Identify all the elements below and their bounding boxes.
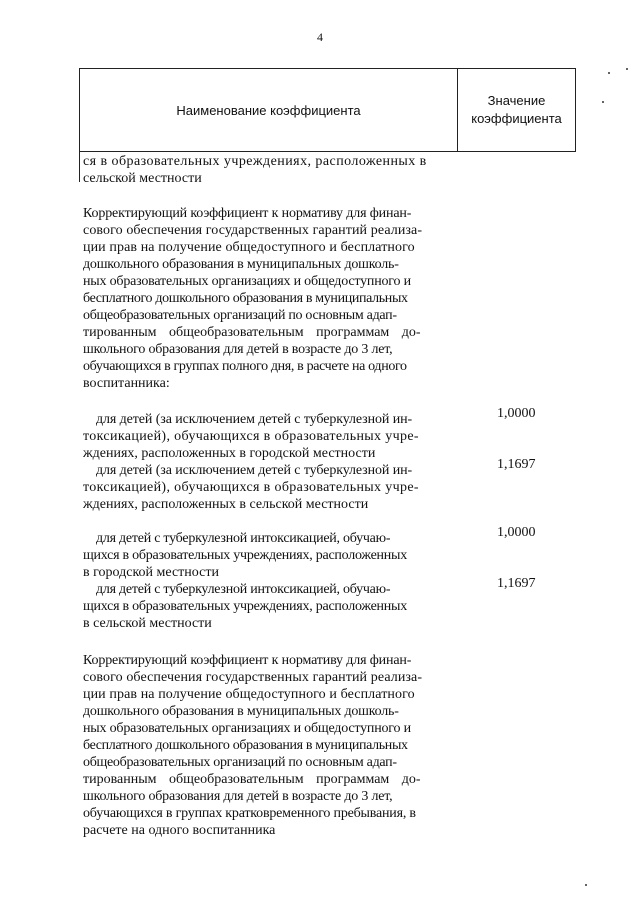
header-value-line2: коэффициента (471, 111, 562, 126)
text-line: Корректирующий коэффициент к нормативу для финан- (83, 653, 412, 668)
text-line: обучающихся в группах полного дня, в расчете на одного (83, 359, 407, 374)
text-line: ных образовательных организациях и общедоступного и (83, 721, 411, 736)
coefficient-value: 1,1697 (497, 576, 536, 591)
text-line: воспитанника: (83, 376, 170, 391)
text-line: тированным общеобразовательным программам до- (83, 772, 421, 787)
text-line: тированным общеобразовательным программам до- (83, 325, 421, 340)
list-item-line: токсикацией), обучающихся в образовательных учре- (83, 480, 419, 495)
text-line: ся в образовательных учреждениях, расположенных в (83, 154, 427, 169)
list-item-line: для детей с туберкулезной интоксикацией, обучаю- (96, 531, 391, 546)
list-item-line: в городской местности (83, 565, 219, 580)
list-item-line: для детей (за исключением детей с туберкулезной ин- (96, 412, 413, 427)
list-item-line: токсикацией), обучающихся в образовательных учре- (83, 429, 419, 444)
coefficient-value: 1,1697 (497, 457, 536, 472)
scan-speck (602, 101, 604, 103)
text-line: сового обеспечения государственных гарантий реализа- (83, 223, 423, 238)
scan-speck (608, 72, 610, 74)
text-line: сельской местности (83, 171, 202, 186)
page-number: 4 (317, 30, 323, 44)
text-line: дошкольного образования в муниципальных дошколь- (83, 257, 399, 272)
text-line: школьного образования для детей в возрасте до 3 лет, (83, 789, 393, 804)
text-line: сового обеспечения государственных гарантий реализа- (83, 670, 423, 685)
table-header (79, 68, 576, 152)
scan-speck (585, 884, 587, 886)
text-line: школьного образования для детей в возрасте до 3 лет, (83, 342, 393, 357)
list-item-line: ждениях, расположенных в городской местности (83, 446, 376, 461)
coefficient-value: 1,0000 (497, 525, 536, 540)
coefficient-value: 1,0000 (497, 406, 536, 421)
text-line: ции прав на получение общедоступного и бесплатного (83, 687, 415, 702)
list-item-line: для детей с туберкулезной интоксикацией, обучаю- (96, 582, 391, 597)
list-item-line: ждениях, расположенных в сельской местности (83, 497, 369, 512)
list-item-line: щихся в образовательных учреждениях, расположенных (83, 548, 407, 563)
table-left-border (79, 152, 80, 182)
text-line: общеобразовательных организаций по основным адап- (83, 755, 397, 770)
header-value-cell (458, 69, 575, 151)
text-line: расчете на одного воспитанника (83, 823, 276, 838)
list-item-line: для детей (за исключением детей с туберкулезной ин- (96, 463, 413, 478)
list-item-line: в сельской местности (83, 616, 212, 631)
text-line: бесплатного дошкольного образования в муниципальных (83, 291, 408, 306)
list-item-line: щихся в образовательных учреждениях, расположенных (83, 599, 407, 614)
scan-speck (626, 68, 628, 70)
text-line: Корректирующий коэффициент к нормативу для финан- (83, 206, 412, 221)
header-name-cell: Наименование коэффициента (176, 102, 361, 118)
text-line: дошкольного образования в муниципальных дошколь- (83, 704, 399, 719)
text-line: ции прав на получение общедоступного и бесплатного (83, 240, 415, 255)
text-line: бесплатного дошкольного образования в муниципальных (83, 738, 408, 753)
header-value-line1: Значение (487, 93, 546, 108)
text-line: ных образовательных организациях и общедоступного и (83, 274, 411, 289)
text-line: общеобразовательных организаций по основным адап- (83, 308, 397, 323)
text-line: обучающихся в группах кратковременного пребывания, в (83, 806, 416, 821)
